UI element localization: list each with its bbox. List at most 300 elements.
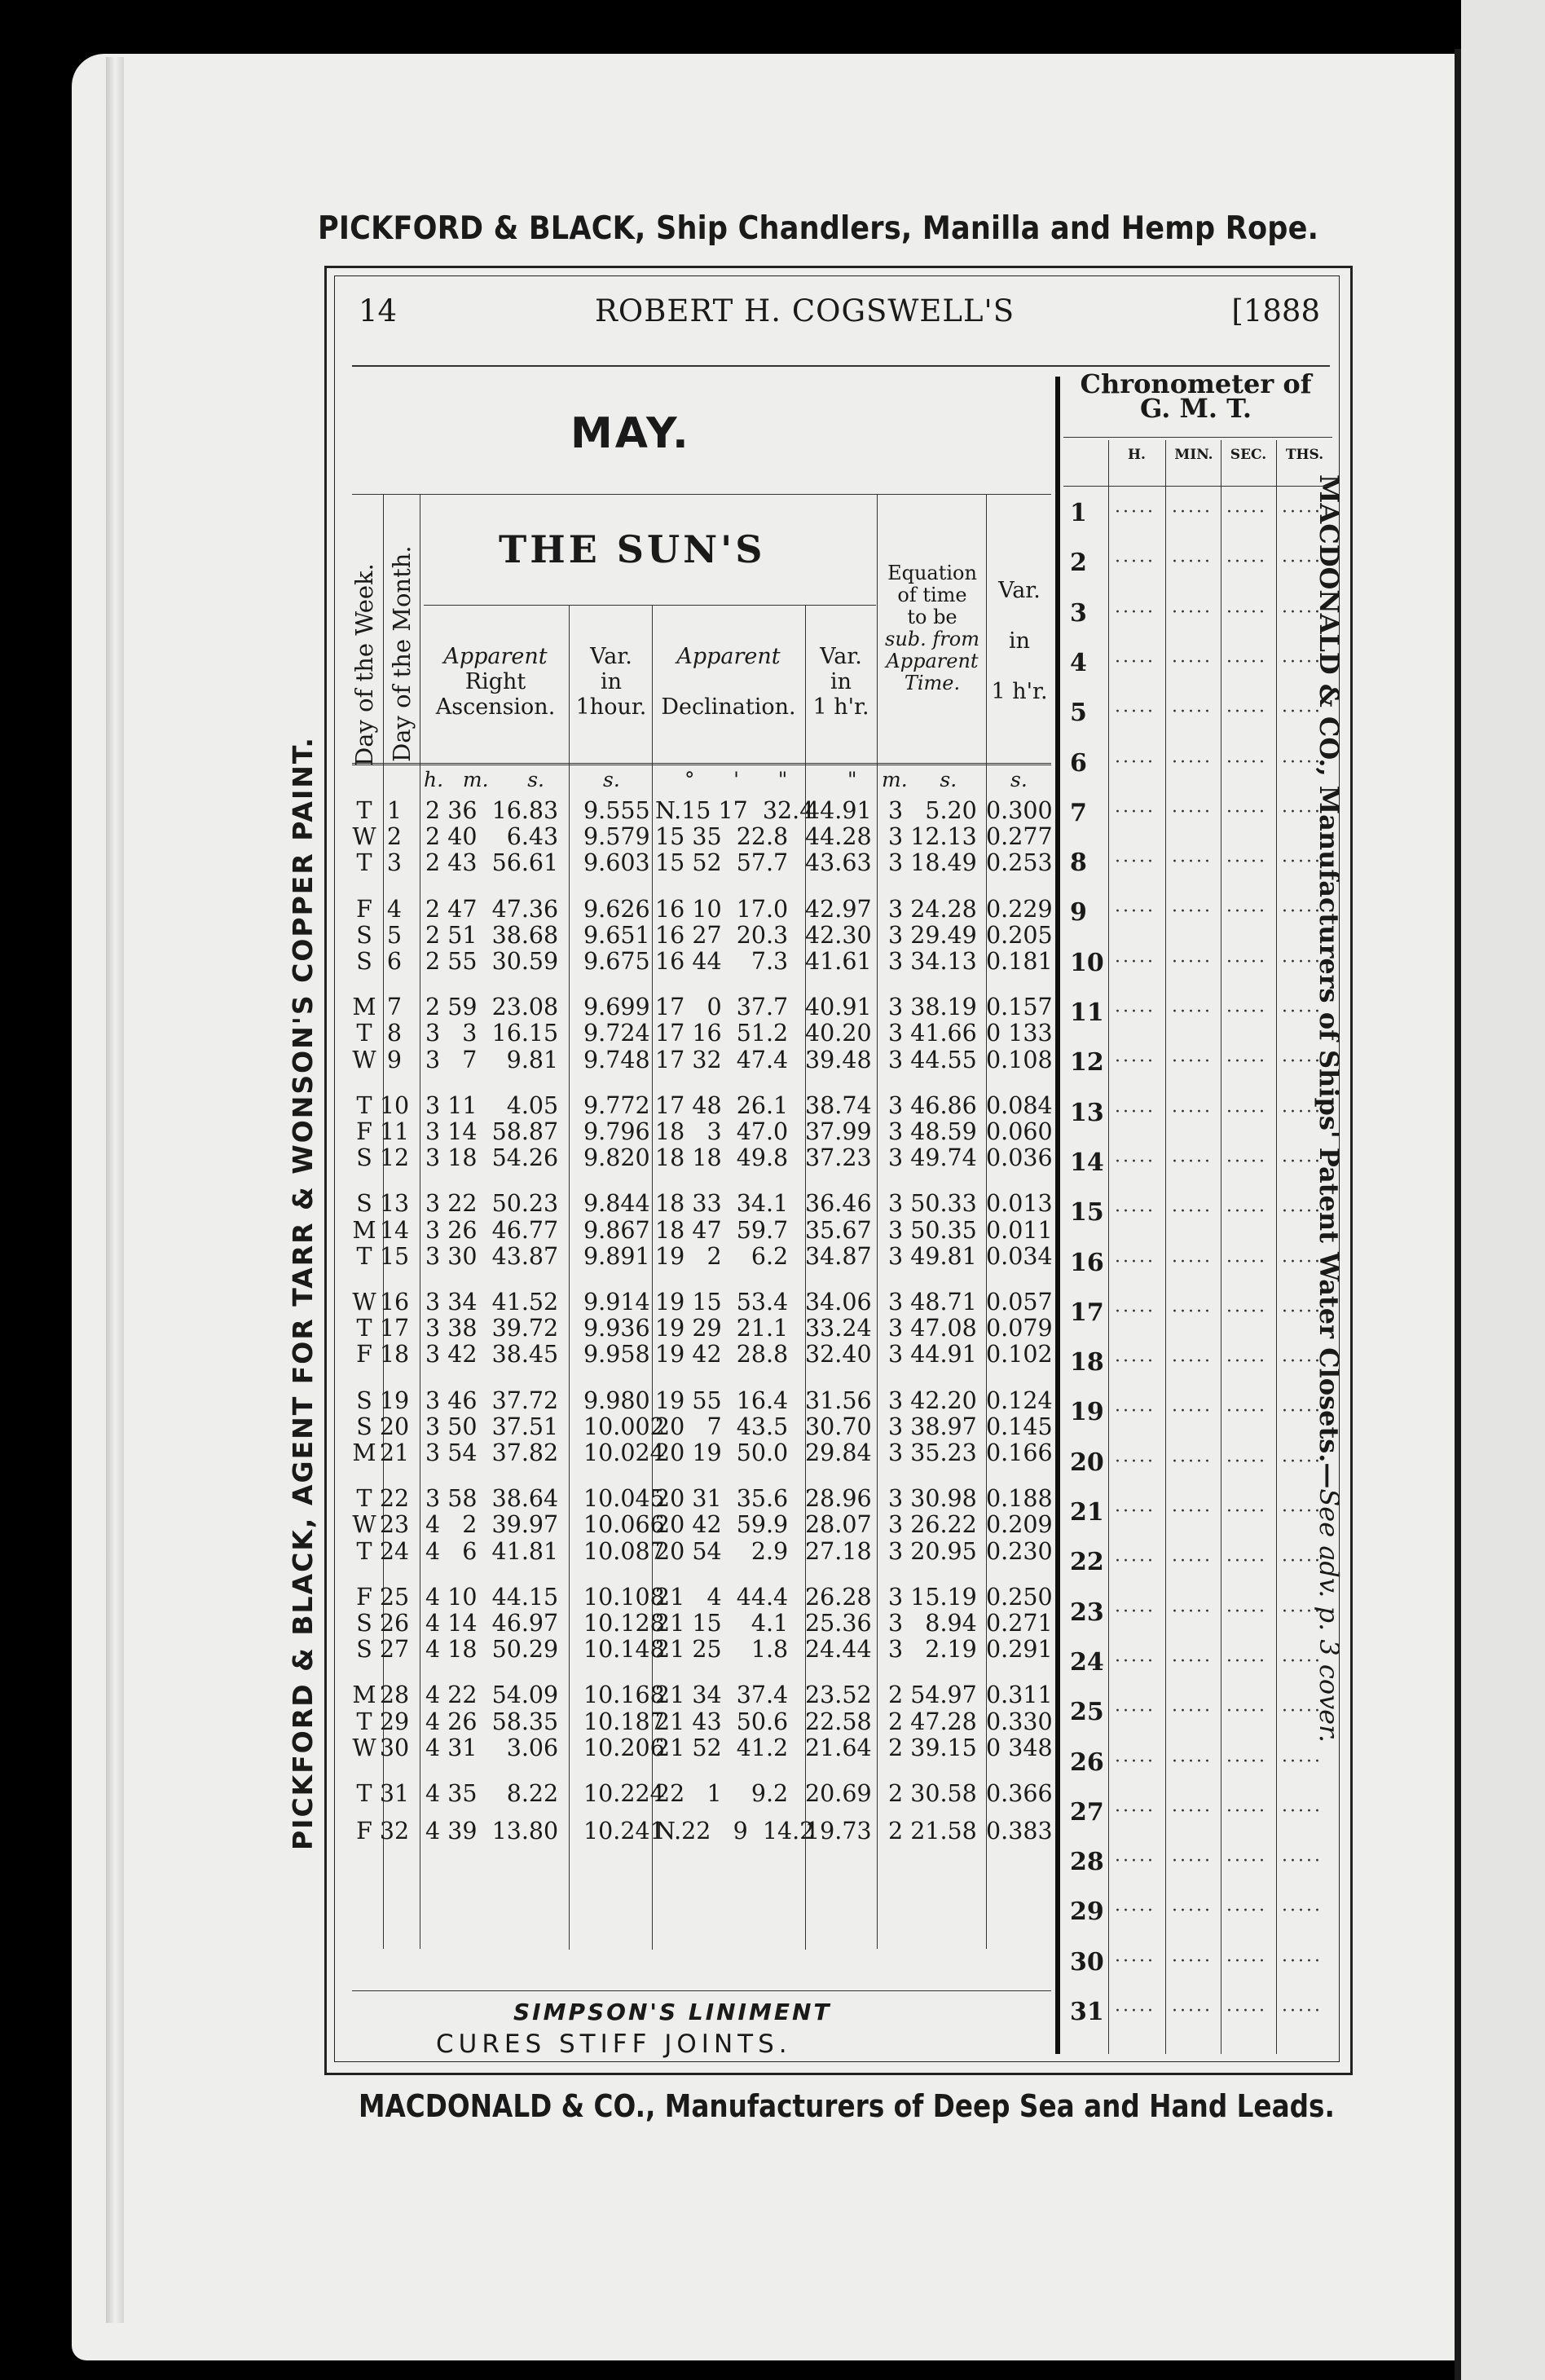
chronometer-blank-entry: ····· xyxy=(1226,1800,1267,1822)
dec-variation-cell: 31.56 xyxy=(805,1386,872,1414)
dec-var-header xyxy=(805,644,877,720)
equation-variation-cell: 0.253 xyxy=(986,849,1053,877)
advert-line2: CURES STIFF JOINTS. xyxy=(436,2030,792,2059)
dec-variation-cell: 19.73 xyxy=(805,1818,872,1845)
dec-variation-cell: 44.91 xyxy=(805,797,872,824)
declination-cell: 18 33 34.1 xyxy=(655,1190,789,1218)
day-of-month-cell: 11 xyxy=(379,1118,410,1145)
chronometer-day-number: 11 xyxy=(1070,998,1104,1027)
right-ascension-cell: 3 34 41.52 xyxy=(425,1289,559,1316)
right-ascension-cell: 4 26 58.35 xyxy=(425,1708,559,1735)
equation-header-l4: sub. from xyxy=(885,628,979,650)
equation-of-time-cell: 3 15.19 xyxy=(888,1583,977,1611)
chronometer-blank-entry: ····· xyxy=(1282,901,1323,923)
chron-col-rule xyxy=(1165,440,1166,2054)
chronometer-blank-entry: ····· xyxy=(1226,1002,1267,1022)
day-of-month-cell: 26 xyxy=(379,1610,410,1637)
declination-cell: 19 15 53.4 xyxy=(655,1289,789,1316)
ra-variation-cell: 9.748 xyxy=(583,1046,650,1073)
equation-variation-cell: 0.181 xyxy=(986,948,1053,975)
chronometer-blank-entry: ····· xyxy=(1282,852,1323,873)
declination-cell: N.22 9 14.2 xyxy=(655,1818,815,1845)
right-ascension-cell: 3 42 38.45 xyxy=(425,1341,559,1368)
chronometer-blank-entry: ····· xyxy=(1172,1002,1213,1022)
equation-variation-cell: 0.271 xyxy=(986,1610,1053,1637)
chronometer-day-number: 27 xyxy=(1070,1797,1104,1827)
right-ascension-cell: 3 26 46.77 xyxy=(425,1216,559,1244)
chron-seconds-header: SEC. xyxy=(1230,447,1267,463)
chronometer-blank-entry: ····· xyxy=(1115,702,1155,723)
day-of-month-cell: 6 xyxy=(386,948,403,975)
dec-variation-cell: 25.36 xyxy=(805,1610,872,1637)
book-spine-shadow xyxy=(0,0,73,2380)
day-of-month-cell: 30 xyxy=(379,1734,410,1761)
chronometer-blank-entry: ····· xyxy=(1115,1151,1155,1172)
header-advert: PICKFORD & BLACK, Ship Chandlers, Manilla and Hemp Rope. xyxy=(318,210,1319,247)
col-rule xyxy=(877,494,878,1949)
chronometer-blank-entry: ····· xyxy=(1115,1901,1155,1922)
day-of-month-cell: 21 xyxy=(379,1439,410,1466)
chronometer-blank-entry: ····· xyxy=(1282,1901,1323,1922)
dec-variation-cell: 41.61 xyxy=(805,948,872,975)
chronometer-blank-entry: ····· xyxy=(1115,801,1155,822)
ra-var-header xyxy=(570,644,652,720)
ra-variation-cell: 9.796 xyxy=(583,1118,650,1145)
day-of-month-cell: 15 xyxy=(379,1242,410,1270)
page-year: [1888 xyxy=(1231,293,1320,328)
chronometer-title xyxy=(1059,368,1332,424)
declination-cell: 19 29 21.1 xyxy=(655,1315,789,1342)
chronometer-blank-entry: ····· xyxy=(1226,2001,1267,2021)
chronometer-day-number: 28 xyxy=(1070,1848,1104,1877)
equation-of-time-cell: 3 38.19 xyxy=(888,994,977,1021)
chron-rule xyxy=(1063,486,1332,487)
day-of-week-cell: T xyxy=(356,1780,372,1807)
equation-of-time-cell: 3 26.22 xyxy=(888,1511,977,1539)
dec-variation-cell: 37.99 xyxy=(805,1118,872,1145)
equation-variation-cell: 0.145 xyxy=(986,1413,1053,1440)
chronometer-blank-entry: ····· xyxy=(1115,1201,1155,1223)
dec-header-l1: Apparent xyxy=(676,644,781,669)
ra-header-l1: Apparent xyxy=(443,644,548,669)
chronometer-blank-entry: ····· xyxy=(1115,1351,1155,1373)
right-ascension-cell: 3 3 16.15 xyxy=(425,1020,559,1047)
day-of-month-cell: 1 xyxy=(386,797,403,824)
chronometer-blank-entry: ····· xyxy=(1226,1901,1267,1922)
eq-var-units: s. xyxy=(1010,768,1028,791)
chronometer-blank-entry: ····· xyxy=(1282,1151,1323,1172)
day-of-week-cell: S xyxy=(356,1386,372,1414)
dec-variation-cell: 21.64 xyxy=(805,1734,872,1761)
chronometer-blank-entry: ····· xyxy=(1115,1051,1155,1073)
chronometer-blank-entry: ····· xyxy=(1115,1301,1155,1322)
equation-variation-cell: 0.250 xyxy=(986,1583,1053,1611)
chronometer-blank-entry: ····· xyxy=(1115,1601,1155,1622)
day-of-week-cell: F xyxy=(356,1583,372,1611)
right-ascension-cell: 4 35 8.22 xyxy=(425,1780,559,1807)
declination-cell: 21 43 50.6 xyxy=(655,1708,789,1735)
day-of-month-cell: 5 xyxy=(386,921,403,949)
dec-variation-cell: 34.06 xyxy=(805,1289,872,1316)
dec-variation-cell: 30.70 xyxy=(805,1413,872,1440)
equation-variation-cell: 0.057 xyxy=(986,1289,1053,1316)
chronometer-day-number: 26 xyxy=(1070,1748,1104,1777)
equation-of-time-cell: 3 50.33 xyxy=(888,1190,977,1218)
ra-variation-cell: 10.045 xyxy=(583,1485,665,1513)
equation-variation-cell: 0.157 xyxy=(986,994,1053,1021)
dec-variation-cell: 23.52 xyxy=(805,1681,872,1709)
chronometer-blank-entry: ····· xyxy=(1172,751,1213,773)
declination-cell: 15 35 22.8 xyxy=(655,823,789,851)
equation-var-header-l2: in xyxy=(1008,628,1031,654)
col-rule xyxy=(569,605,570,1950)
equation-of-time-cell: 3 34.13 xyxy=(888,948,977,975)
day-of-month-cell: 31 xyxy=(379,1780,410,1807)
equation-of-time-cell: 3 41.66 xyxy=(888,1020,977,1047)
equation-variation-cell: 0.108 xyxy=(986,1046,1053,1073)
equation-variation-cell: 0 348 xyxy=(986,1734,1053,1761)
chronometer-blank-entry: ····· xyxy=(1226,552,1267,573)
equation-var-header xyxy=(988,566,1051,717)
chronometer-day-number: 15 xyxy=(1070,1198,1104,1227)
chronometer-blank-entry: ····· xyxy=(1226,901,1267,923)
chronometer-blank-entry: ····· xyxy=(1115,901,1155,923)
equation-variation-cell: 0.205 xyxy=(986,921,1053,949)
chronometer-blank-entry: ····· xyxy=(1226,1851,1267,1872)
chron-rule xyxy=(1063,437,1332,438)
day-of-month-cell: 7 xyxy=(386,994,403,1021)
chronometer-blank-entry: ····· xyxy=(1172,1251,1213,1272)
day-of-week-cell: T xyxy=(356,1485,372,1513)
chronometer-blank-entry: ····· xyxy=(1172,2001,1213,2021)
chronometer-blank-entry: ····· xyxy=(1226,602,1267,623)
equation-of-time-cell: 3 44.91 xyxy=(888,1341,977,1368)
dec-variation-cell: 36.46 xyxy=(805,1190,872,1218)
ra-variation-cell: 9.958 xyxy=(583,1341,650,1368)
facing-page-strip xyxy=(1461,0,1545,2380)
chronometer-blank-entry: ····· xyxy=(1226,1301,1267,1322)
chronometer-blank-entry: ····· xyxy=(1226,751,1267,773)
chronometer-blank-entry: ····· xyxy=(1172,1501,1213,1522)
declination-cell: 16 10 17.0 xyxy=(655,895,789,923)
chronometer-blank-entry: ····· xyxy=(1226,1451,1267,1472)
dec-variation-cell: 42.97 xyxy=(805,895,872,923)
ra-variation-cell: 9.651 xyxy=(583,921,650,949)
chronometer-blank-entry: ····· xyxy=(1115,2001,1155,2021)
equation-of-time-cell: 3 5.20 xyxy=(888,797,977,824)
chronometer-blank-entry: ····· xyxy=(1172,1551,1213,1572)
chronometer-day-number: 29 xyxy=(1070,1897,1104,1927)
equation-of-time-cell: 3 49.81 xyxy=(888,1242,977,1270)
chronometer-day-number: 17 xyxy=(1070,1298,1104,1327)
day-of-month-cell: 17 xyxy=(379,1315,410,1342)
chronometer-blank-entry: ····· xyxy=(1226,702,1267,723)
dec-variation-cell: 32.40 xyxy=(805,1341,872,1368)
ra-variation-cell: 9.579 xyxy=(583,823,650,851)
chronometer-blank-entry: ····· xyxy=(1282,1451,1323,1472)
ra-variation-cell: 9.626 xyxy=(583,895,650,923)
chronometer-blank-entry: ····· xyxy=(1226,1401,1267,1422)
page-number: 14 xyxy=(359,293,398,328)
ra-variation-cell: 9.724 xyxy=(583,1020,650,1047)
day-of-month-cell: 10 xyxy=(379,1091,410,1119)
right-ascension-cell: 3 18 54.26 xyxy=(425,1144,559,1172)
day-of-week-cell: S xyxy=(356,948,372,975)
chronometer-day-number: 21 xyxy=(1070,1498,1104,1527)
day-of-month-cell: 12 xyxy=(379,1144,410,1172)
dec-header-l2: Declination. xyxy=(661,694,796,720)
chronometer-day-number: 30 xyxy=(1070,1947,1104,1977)
day-of-week-cell: S xyxy=(356,1190,372,1218)
chronometer-blank-entry: ····· xyxy=(1115,552,1155,573)
equation-variation-cell: 0.311 xyxy=(986,1681,1053,1709)
day-of-month-cell: 25 xyxy=(379,1583,410,1611)
declination-cell: 17 16 51.2 xyxy=(655,1020,789,1047)
chronometer-blank-entry: ····· xyxy=(1226,1051,1267,1073)
chron-col-rule xyxy=(1276,440,1277,2054)
declination-cell: N.15 17 32.4 xyxy=(655,797,815,824)
day-of-month-cell: 19 xyxy=(379,1386,410,1414)
declination-cell: 21 25 1.8 xyxy=(655,1636,789,1664)
right-side-advert-main: MACDONALD & CO., Manufacturers of Ships' Patent Water Closets.— xyxy=(1314,474,1345,1489)
chronometer-blank-entry: ····· xyxy=(1172,1151,1213,1172)
chronometer-blank-entry: ····· xyxy=(1172,651,1213,672)
right-ascension-cell: 4 39 13.80 xyxy=(425,1818,559,1845)
chronometer-blank-entry: ····· xyxy=(1172,1651,1213,1672)
chronometer-day-number: 24 xyxy=(1070,1647,1104,1677)
chronometer-blank-entry: ····· xyxy=(1282,801,1323,822)
dec-variation-cell: 28.07 xyxy=(805,1511,872,1539)
chronometer-day-number: 19 xyxy=(1070,1398,1104,1427)
chronometer-blank-entry: ····· xyxy=(1172,1351,1213,1373)
chronometer-blank-entry: ····· xyxy=(1172,1800,1213,1822)
equation-header-l2: of time xyxy=(897,584,967,606)
declination-cell: 21 34 37.4 xyxy=(655,1681,789,1709)
chronometer-blank-entry: ····· xyxy=(1172,1201,1213,1223)
equation-variation-cell: 0.291 xyxy=(986,1636,1053,1664)
chronometer-blank-entry: ····· xyxy=(1115,852,1155,873)
chronometer-blank-entry: ····· xyxy=(1172,1601,1213,1622)
ra-variation-cell: 10.241 xyxy=(583,1818,665,1845)
chronometer-blank-entry: ····· xyxy=(1172,801,1213,822)
page-edges xyxy=(106,57,124,2323)
dec-units: ° ' " xyxy=(684,768,788,791)
declination-cell: 17 32 47.4 xyxy=(655,1046,789,1073)
declination-cell: 17 48 26.1 xyxy=(655,1091,789,1119)
day-of-month-cell: 20 xyxy=(379,1413,410,1440)
ra-variation-cell: 9.980 xyxy=(583,1386,650,1414)
chronometer-blank-entry: ····· xyxy=(1115,1950,1155,1972)
dec-var-header-l3: 1 h'r. xyxy=(812,694,869,720)
chronometer-day-number: 3 xyxy=(1070,598,1087,628)
chronometer-day-number: 12 xyxy=(1070,1048,1104,1078)
chronometer-day-number: 20 xyxy=(1070,1448,1104,1477)
chronometer-blank-entry: ····· xyxy=(1115,1251,1155,1272)
right-ascension-cell: 3 58 38.64 xyxy=(425,1485,559,1513)
chronometer-blank-entry: ····· xyxy=(1172,1051,1213,1073)
chronometer-blank-entry: ····· xyxy=(1282,951,1323,972)
right-ascension-cell: 2 47 47.36 xyxy=(425,895,559,923)
dec-variation-cell: 28.96 xyxy=(805,1485,872,1513)
dec-variation-cell: 38.74 xyxy=(805,1091,872,1119)
dec-variation-cell: 24.44 xyxy=(805,1636,872,1664)
chronometer-blank-entry: ····· xyxy=(1282,1051,1323,1073)
day-of-month-cell: 23 xyxy=(379,1511,410,1539)
ra-variation-cell: 9.675 xyxy=(583,948,650,975)
day-of-week-cell: W xyxy=(352,1511,376,1539)
chronometer-blank-entry: ····· xyxy=(1282,2001,1323,2021)
equation-variation-cell: 0.188 xyxy=(986,1485,1053,1513)
chronometer-blank-entry: ····· xyxy=(1282,1651,1323,1672)
day-of-week-cell: W xyxy=(352,823,376,851)
day-of-month-cell: 18 xyxy=(379,1341,410,1368)
chronometer-blank-entry: ····· xyxy=(1226,852,1267,873)
chronometer-blank-entry: ····· xyxy=(1172,1851,1213,1872)
chronometer-blank-entry: ····· xyxy=(1172,1950,1213,1972)
equation-of-time-cell: 3 30.98 xyxy=(888,1485,977,1513)
month-title: MAY. xyxy=(570,409,691,458)
right-ascension-cell: 4 31 3.06 xyxy=(425,1734,559,1761)
dec-variation-cell: 43.63 xyxy=(805,849,872,877)
chronometer-blank-entry: ····· xyxy=(1282,1851,1323,1872)
equation-variation-cell: 0 133 xyxy=(986,1020,1053,1047)
chronometer-blank-entry: ····· xyxy=(1282,751,1323,773)
day-of-week-cell: T xyxy=(356,1537,372,1565)
chronometer-blank-entry: ····· xyxy=(1226,1601,1267,1622)
day-of-month-cell: 27 xyxy=(379,1636,410,1664)
chronometer-day-number: 10 xyxy=(1070,948,1104,977)
day-of-week-cell: W xyxy=(352,1734,376,1761)
day-of-week-cell: F xyxy=(356,1118,372,1145)
day-of-week-cell: S xyxy=(356,921,372,949)
ra-variation-cell: 9.914 xyxy=(583,1289,650,1316)
ra-variation-cell: 9.844 xyxy=(583,1190,650,1218)
chronometer-blank-entry: ····· xyxy=(1282,1501,1323,1522)
chronometer-blank-entry: ····· xyxy=(1226,1101,1267,1122)
suns-heading: THE SUN'S xyxy=(499,527,766,571)
chron-minutes-header: MIN. xyxy=(1174,447,1213,463)
equation-of-time-cell: 3 29.49 xyxy=(888,921,977,949)
chronometer-blank-entry: ····· xyxy=(1115,1751,1155,1772)
ra-var-header-l1: Var. xyxy=(590,644,632,669)
heading-rule xyxy=(352,365,1330,367)
ra-units: h. m. s. xyxy=(424,768,544,791)
chronometer-blank-entry: ····· xyxy=(1115,502,1155,522)
chronometer-blank-entry: ····· xyxy=(1226,1751,1267,1772)
dec-header xyxy=(652,644,805,720)
chronometer-blank-entry: ····· xyxy=(1115,1701,1155,1722)
declination-cell: 19 42 28.8 xyxy=(655,1341,789,1368)
dec-variation-cell: 39.48 xyxy=(805,1046,872,1073)
day-of-week-cell: M xyxy=(352,1216,376,1244)
chronometer-blank-entry: ····· xyxy=(1115,1800,1155,1822)
equation-of-time-cell: 3 18.49 xyxy=(888,849,977,877)
day-of-month-cell: 8 xyxy=(386,1020,403,1047)
chronometer-blank-entry: ····· xyxy=(1282,1301,1323,1322)
ra-variation-cell: 10.002 xyxy=(583,1413,665,1440)
day-of-week-cell: F xyxy=(356,1818,372,1845)
day-of-week-cell: T xyxy=(356,1315,372,1342)
declination-cell: 18 18 49.8 xyxy=(655,1144,789,1172)
equation-of-time-cell: 3 48.71 xyxy=(888,1289,977,1316)
chronometer-day-number: 7 xyxy=(1070,798,1087,827)
chronometer-blank-entry: ····· xyxy=(1115,1551,1155,1572)
day-of-month-cell: 22 xyxy=(379,1485,410,1513)
equation-var-header-l3: 1 h'r. xyxy=(991,679,1048,704)
chronometer-blank-entry: ····· xyxy=(1282,502,1323,522)
day-of-week-header: Day of the Week. xyxy=(350,563,378,766)
day-of-week-cell: T xyxy=(356,1708,372,1735)
equation-header-l1: Equation xyxy=(887,562,977,584)
chronometer-blank-entry: ····· xyxy=(1282,1701,1323,1722)
chronometer-blank-entry: ····· xyxy=(1226,1651,1267,1672)
right-ascension-cell: 4 6 41.81 xyxy=(425,1537,559,1565)
equation-variation-cell: 0.209 xyxy=(986,1511,1053,1539)
right-ascension-cell: 2 36 16.83 xyxy=(425,797,559,824)
dec-variation-cell: 42.30 xyxy=(805,921,872,949)
ra-variation-cell: 10.187 xyxy=(583,1708,665,1735)
page-title: ROBERT H. COGSWELL'S xyxy=(595,293,1015,328)
chronometer-blank-entry: ····· xyxy=(1172,1901,1213,1922)
declination-cell: 15 52 57.7 xyxy=(655,849,789,877)
declination-cell: 16 27 20.3 xyxy=(655,921,789,949)
dec-var-header-l2: in xyxy=(830,669,852,694)
equation-variation-cell: 0.013 xyxy=(986,1190,1053,1218)
ra-variation-cell: 10.108 xyxy=(583,1583,665,1611)
chronometer-blank-entry: ····· xyxy=(1226,651,1267,672)
day-of-week-cell: W xyxy=(352,1289,376,1316)
equation-of-time-cell: 2 39.15 xyxy=(888,1734,977,1761)
day-of-week-cell: M xyxy=(352,1681,376,1709)
chronometer-blank-entry: ····· xyxy=(1282,1950,1323,1972)
equation-variation-cell: 0.300 xyxy=(986,797,1053,824)
equation-of-time-cell: 2 54.97 xyxy=(888,1681,977,1709)
chronometer-blank-entry: ····· xyxy=(1282,1601,1323,1622)
declination-cell: 19 55 16.4 xyxy=(655,1386,789,1414)
day-of-week-cell: F xyxy=(356,895,372,923)
equation-variation-cell: 0.084 xyxy=(986,1091,1053,1119)
day-of-month-cell: 29 xyxy=(379,1708,410,1735)
ra-variation-cell: 10.206 xyxy=(583,1734,665,1761)
chronometer-blank-entry: ····· xyxy=(1282,1101,1323,1122)
equation-of-time-cell: 3 44.55 xyxy=(888,1046,977,1073)
equation-variation-cell: 0.011 xyxy=(986,1216,1053,1244)
dec-var-header-l1: Var. xyxy=(820,644,862,669)
chronometer-blank-entry: ····· xyxy=(1282,1251,1323,1272)
equation-variation-cell: 0.277 xyxy=(986,823,1053,851)
declination-cell: 17 0 37.7 xyxy=(655,994,789,1021)
right-ascension-cell: 2 51 38.68 xyxy=(425,921,559,949)
chronometer-blank-entry: ····· xyxy=(1226,1551,1267,1572)
left-side-advert: PICKFORD & BLACK, AGENT FOR TARR & WONSON'S COPPER PAINT. xyxy=(287,736,319,1850)
day-of-month-cell: 2 xyxy=(386,823,403,851)
declination-cell: 22 1 9.2 xyxy=(655,1780,789,1807)
day-of-month-cell: 3 xyxy=(386,849,403,877)
ra-variation-cell: 9.891 xyxy=(583,1242,650,1270)
dec-variation-cell: 33.24 xyxy=(805,1315,872,1342)
declination-cell: 21 52 41.2 xyxy=(655,1734,789,1761)
ra-variation-cell: 10.128 xyxy=(583,1610,665,1637)
right-ascension-cell: 2 59 23.08 xyxy=(425,994,559,1021)
day-of-month-cell: 16 xyxy=(379,1289,410,1316)
right-ascension-cell: 2 40 6.43 xyxy=(425,823,559,851)
equation-of-time-cell: 3 35.23 xyxy=(888,1439,977,1466)
right-ascension-cell: 3 54 37.82 xyxy=(425,1439,559,1466)
eq-units: m. s. xyxy=(882,768,957,791)
day-of-week-cell: M xyxy=(352,994,376,1021)
day-of-month-header: Day of the Month. xyxy=(388,545,416,762)
equation-of-time-cell: 2 47.28 xyxy=(888,1708,977,1735)
